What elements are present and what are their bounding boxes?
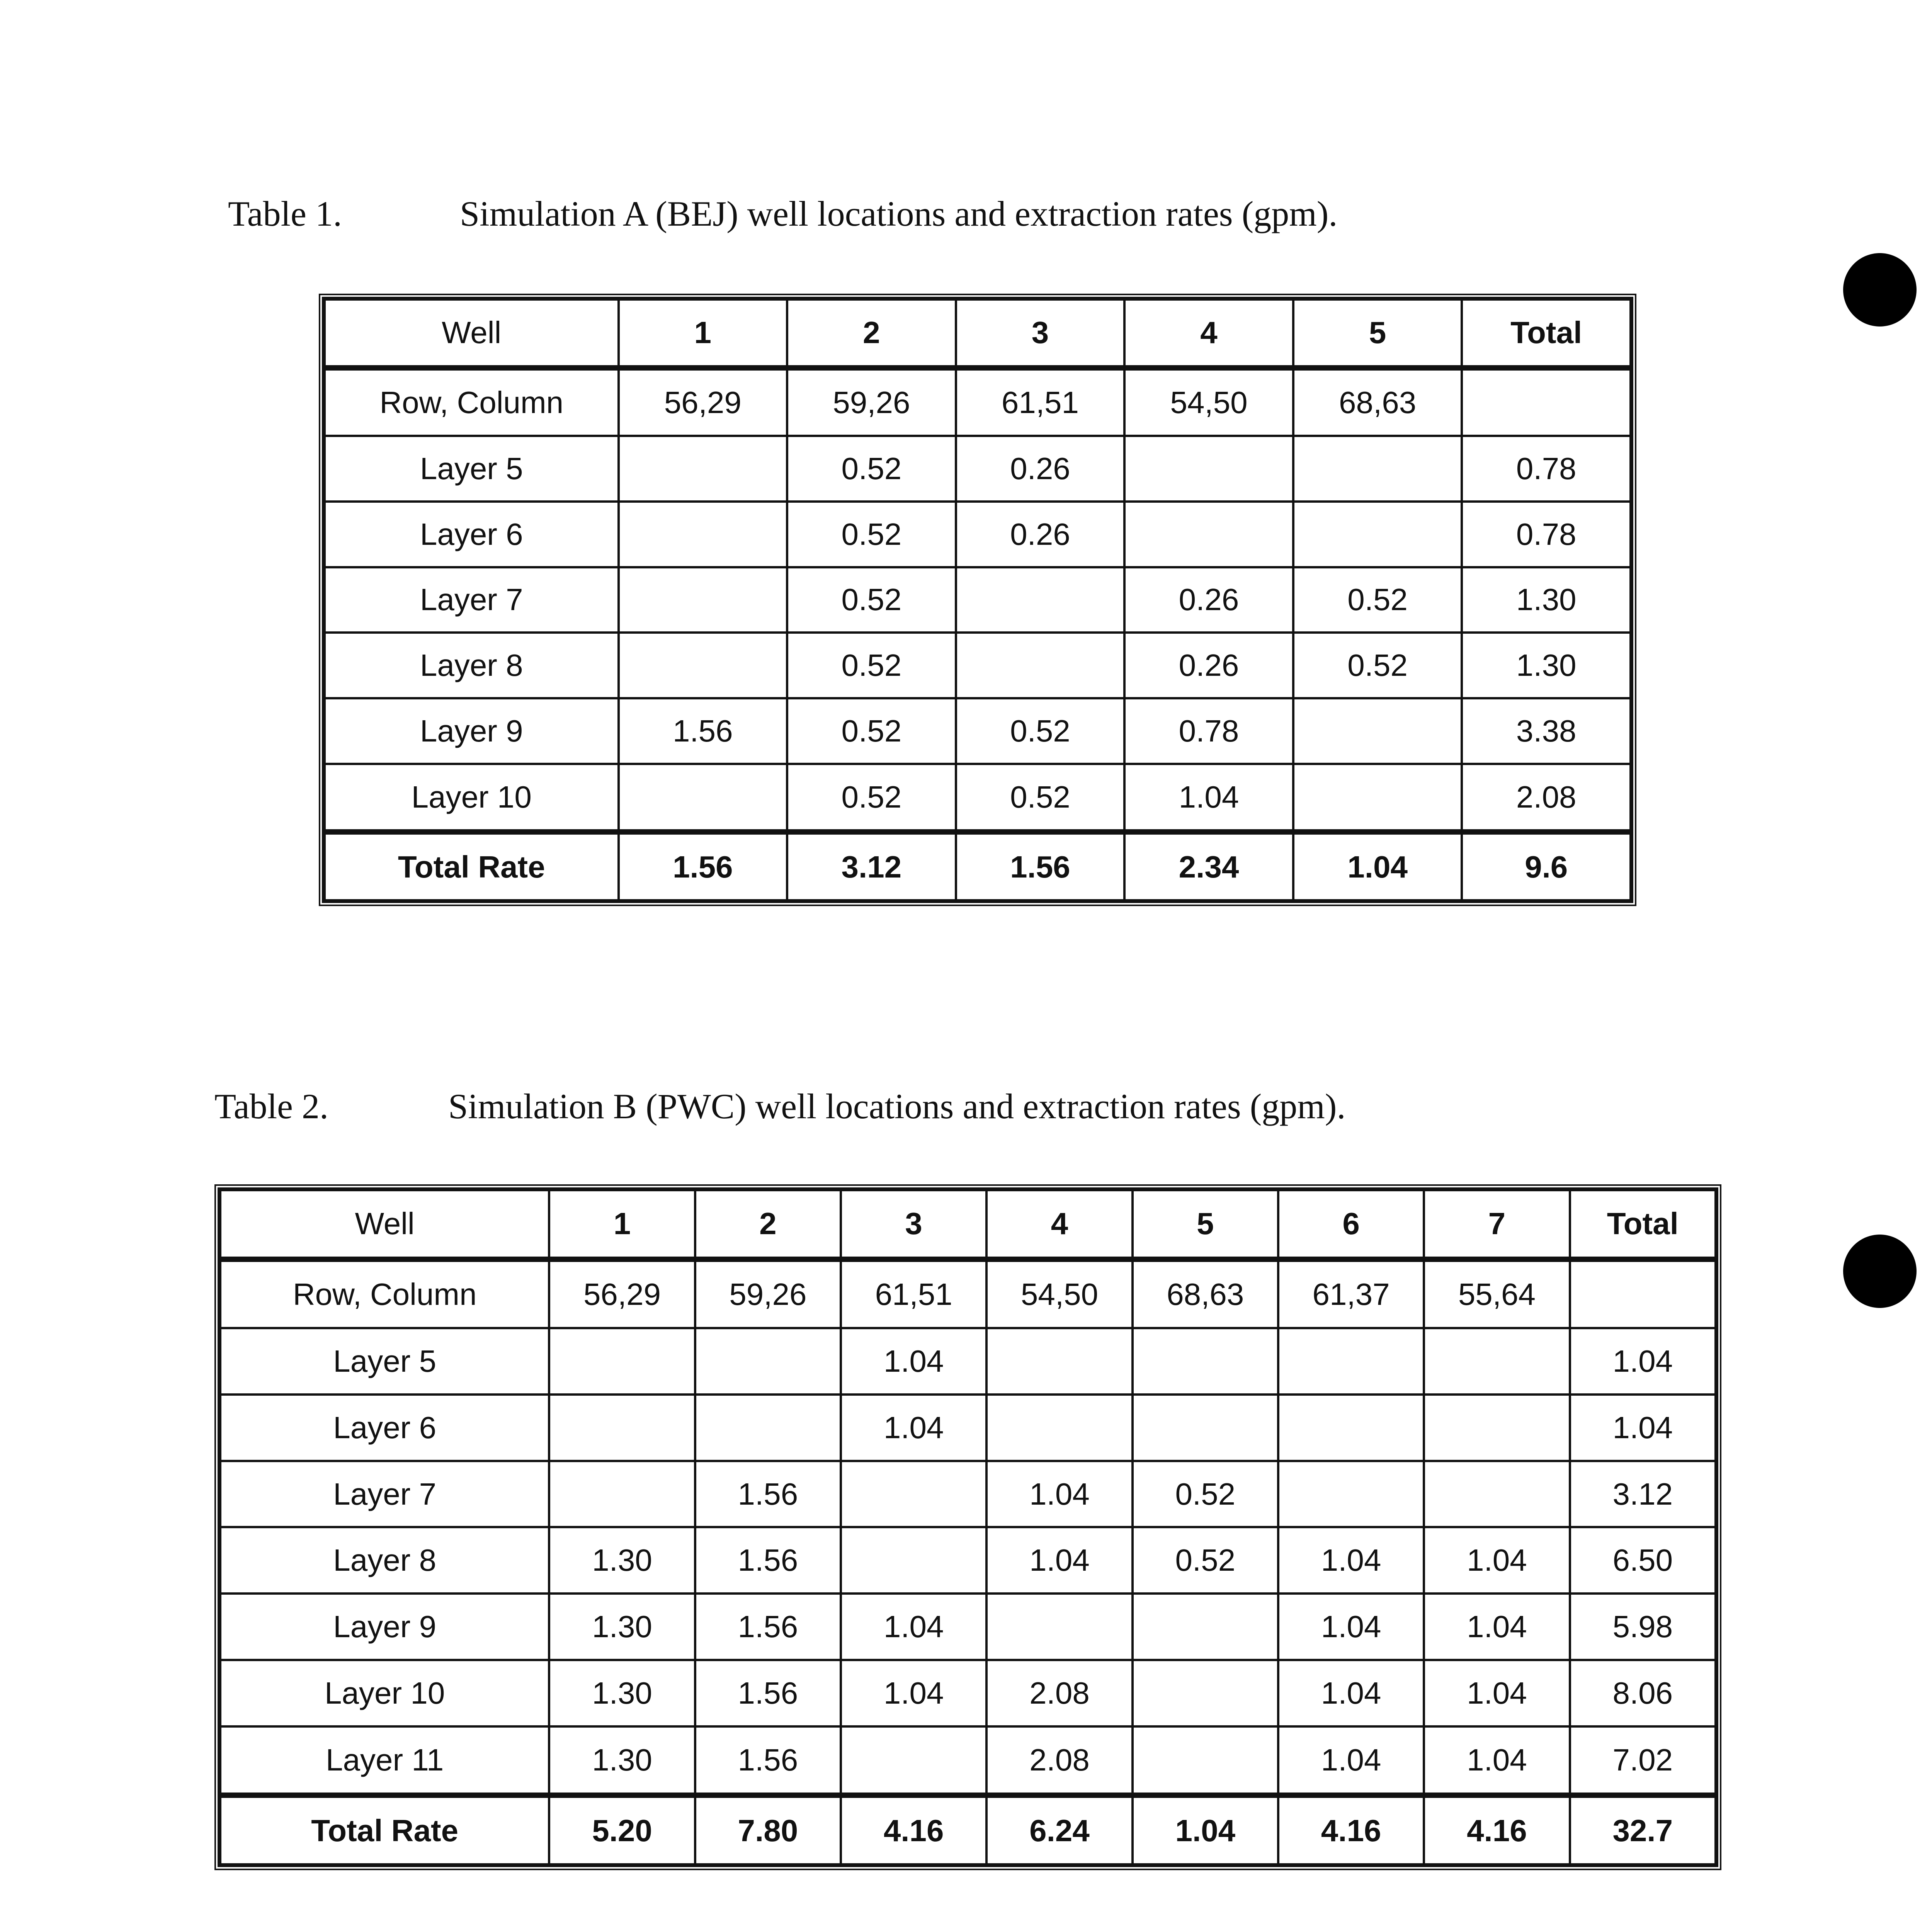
table2 — [214, 1184, 1721, 1870]
table-cell — [1293, 502, 1462, 567]
table-cell: 1.04 — [1424, 1726, 1570, 1796]
table-cell: 1.04 — [1424, 1594, 1570, 1660]
table-cell — [695, 1395, 841, 1461]
table-cell: 4 — [986, 1190, 1132, 1259]
row-label: Layer 9 — [220, 1594, 549, 1660]
total-cell — [1462, 368, 1631, 436]
row-label: Layer 7 — [220, 1461, 549, 1527]
table-cell — [1133, 1594, 1278, 1660]
total-row — [325, 832, 1631, 900]
row-label: Layer 8 — [220, 1527, 549, 1594]
row-label: Layer 9 — [325, 698, 619, 764]
total-cell: 9.6 — [1462, 832, 1631, 900]
table-cell: 2.08 — [986, 1660, 1132, 1726]
table-cell: 1.56 — [695, 1660, 841, 1726]
total-cell: Total — [1570, 1190, 1716, 1259]
table-cell — [549, 1461, 695, 1527]
row-label: Well — [325, 299, 619, 368]
table-cell: 6.24 — [986, 1795, 1132, 1864]
table-cell: 1.04 — [986, 1461, 1132, 1527]
table-cell: 2.34 — [1124, 832, 1293, 900]
table-cell — [619, 633, 787, 698]
table-cell: 7 — [1424, 1190, 1570, 1259]
table-cell: 1.04 — [841, 1328, 986, 1395]
total-cell: 5.98 — [1570, 1594, 1716, 1660]
table-cell: 0.52 — [787, 764, 956, 832]
row-label: Well — [220, 1190, 549, 1259]
table-cell — [986, 1328, 1132, 1395]
table-cell: 0.78 — [1124, 698, 1293, 764]
table-cell: 3 — [956, 299, 1125, 368]
table-cell: 3.12 — [787, 832, 956, 900]
table-cell: 4.16 — [841, 1795, 986, 1864]
total-cell: 1.30 — [1462, 633, 1631, 698]
table-row — [325, 436, 1631, 502]
row-label: Layer 5 — [325, 436, 619, 502]
table-cell — [549, 1328, 695, 1395]
row-label: Row, Column — [220, 1259, 549, 1328]
table-cell: 0.26 — [956, 436, 1125, 502]
table-cell — [1293, 436, 1462, 502]
total-cell: Total — [1462, 299, 1631, 368]
table-cell: 1.04 — [841, 1395, 986, 1461]
total-cell: 0.78 — [1462, 436, 1631, 502]
table-cell: 0.52 — [787, 502, 956, 567]
table-cell — [1293, 764, 1462, 832]
table-cell — [1133, 1660, 1278, 1726]
table-cell: 0.52 — [787, 567, 956, 633]
total-cell: 2.08 — [1462, 764, 1631, 832]
table-row — [220, 1259, 1716, 1328]
table-cell: 1.56 — [619, 698, 787, 764]
table-row — [325, 764, 1631, 832]
table-row — [325, 633, 1631, 698]
table-cell: 2 — [787, 299, 956, 368]
table-cell: 1 — [549, 1190, 695, 1259]
total-cell: 1.04 — [1570, 1328, 1716, 1395]
table-cell: 0.52 — [1133, 1527, 1278, 1594]
row-label: Row, Column — [325, 368, 619, 436]
table-row — [220, 1461, 1716, 1527]
table-cell: 59,26 — [787, 368, 956, 436]
table-cell — [1133, 1726, 1278, 1796]
header-row — [220, 1190, 1716, 1259]
total-cell: 0.78 — [1462, 502, 1631, 567]
table-cell: 54,50 — [1124, 368, 1293, 436]
table-cell — [1124, 502, 1293, 567]
table1-grid — [323, 298, 1632, 901]
table-cell: 61,51 — [956, 368, 1125, 436]
table-cell: 1.56 — [695, 1594, 841, 1660]
total-cell: 7.02 — [1570, 1726, 1716, 1796]
table-cell: 59,26 — [695, 1259, 841, 1328]
table-cell: 0.52 — [1293, 633, 1462, 698]
table-cell: 0.26 — [956, 502, 1125, 567]
table-row — [325, 368, 1631, 436]
table-cell: 0.52 — [787, 698, 956, 764]
table-cell: 0.52 — [1293, 567, 1462, 633]
row-label: Layer 11 — [220, 1726, 549, 1796]
table-cell: 1.04 — [841, 1594, 986, 1660]
table-cell — [1133, 1328, 1278, 1395]
table-row — [220, 1328, 1716, 1395]
table2-number: Table 2. — [214, 1087, 329, 1126]
table-cell: 1.04 — [986, 1527, 1132, 1594]
table-cell: 1.30 — [549, 1726, 695, 1796]
table2-grid — [219, 1189, 1717, 1866]
table-cell — [1278, 1461, 1424, 1527]
table-cell — [956, 567, 1125, 633]
table1-title: Simulation A (BEJ) well locations and extraction rates (gpm). — [460, 194, 1338, 233]
table-cell — [1124, 436, 1293, 502]
table-cell: 4.16 — [1278, 1795, 1424, 1864]
table-cell: 1.04 — [1424, 1527, 1570, 1594]
table-cell: 3 — [841, 1190, 986, 1259]
table-cell: 0.26 — [1124, 567, 1293, 633]
table-cell — [1278, 1328, 1424, 1395]
table-row — [220, 1594, 1716, 1660]
table-cell — [695, 1328, 841, 1395]
table-cell — [841, 1461, 986, 1527]
table-cell: 1.04 — [1293, 832, 1462, 900]
table-cell: 0.52 — [956, 764, 1125, 832]
table-cell: 1.04 — [841, 1660, 986, 1726]
table-cell: 1.30 — [549, 1527, 695, 1594]
table-row — [325, 567, 1631, 633]
table-cell: 1.56 — [695, 1527, 841, 1594]
table-cell — [1278, 1395, 1424, 1461]
total-cell: 32.7 — [1570, 1795, 1716, 1864]
total-cell — [1570, 1259, 1716, 1328]
table-cell: 1.04 — [1124, 764, 1293, 832]
table-cell: 0.26 — [1124, 633, 1293, 698]
table-cell: 56,29 — [619, 368, 787, 436]
table-cell: 2.08 — [986, 1726, 1132, 1796]
table-cell: 0.52 — [1133, 1461, 1278, 1527]
total-cell: 1.30 — [1462, 567, 1631, 633]
table-cell: 6 — [1278, 1190, 1424, 1259]
table-cell: 1.04 — [1133, 1795, 1278, 1864]
hole-punch-middle — [1843, 1235, 1917, 1308]
table-cell — [956, 633, 1125, 698]
table-row — [220, 1527, 1716, 1594]
total-row — [220, 1795, 1716, 1864]
table-row — [325, 502, 1631, 567]
total-cell: 1.04 — [1570, 1395, 1716, 1461]
total-cell: 8.06 — [1570, 1660, 1716, 1726]
table-cell: 1.56 — [695, 1461, 841, 1527]
row-label: Layer 10 — [325, 764, 619, 832]
table-cell: 61,51 — [841, 1259, 986, 1328]
table-cell: 1.30 — [549, 1660, 695, 1726]
hole-punch-top — [1843, 253, 1917, 327]
table-cell — [841, 1726, 986, 1796]
table-cell: 0.52 — [787, 436, 956, 502]
table-cell: 1 — [619, 299, 787, 368]
header-row — [325, 299, 1631, 368]
table-row — [220, 1395, 1716, 1461]
row-label: Layer 10 — [220, 1660, 549, 1726]
table-cell — [1293, 698, 1462, 764]
table-cell: 0.52 — [787, 633, 956, 698]
table-cell: 1.04 — [1278, 1527, 1424, 1594]
table-cell: 5.20 — [549, 1795, 695, 1864]
table-cell: 55,64 — [1424, 1259, 1570, 1328]
table-row — [325, 698, 1631, 764]
table-cell: 1.04 — [1278, 1726, 1424, 1796]
table-cell — [1424, 1395, 1570, 1461]
total-cell: 3.38 — [1462, 698, 1631, 764]
table-cell: 1.56 — [695, 1726, 841, 1796]
row-label: Layer 5 — [220, 1328, 549, 1395]
table-cell — [619, 567, 787, 633]
table-cell — [986, 1395, 1132, 1461]
table-cell: 1.04 — [1424, 1660, 1570, 1726]
table1 — [319, 294, 1636, 906]
table-cell: 68,63 — [1293, 368, 1462, 436]
row-label: Layer 6 — [220, 1395, 549, 1461]
row-label: Layer 8 — [325, 633, 619, 698]
table-cell — [1424, 1461, 1570, 1527]
table-cell: 1.30 — [549, 1594, 695, 1660]
table-cell: 61,37 — [1278, 1259, 1424, 1328]
total-cell: 6.50 — [1570, 1527, 1716, 1594]
table-cell: 0.52 — [956, 698, 1125, 764]
table2-title: Simulation B (PWC) well locations and extraction rates (gpm). — [448, 1087, 1346, 1126]
table1-number: Table 1. — [228, 194, 342, 233]
table-cell — [986, 1594, 1132, 1660]
table-cell — [1133, 1395, 1278, 1461]
table-cell — [619, 502, 787, 567]
table-cell: 68,63 — [1133, 1259, 1278, 1328]
table-row — [220, 1726, 1716, 1796]
table-cell: 1.04 — [1278, 1660, 1424, 1726]
table-cell: 1.56 — [619, 832, 787, 900]
table-cell: 5 — [1133, 1190, 1278, 1259]
table-cell — [619, 764, 787, 832]
total-cell: 3.12 — [1570, 1461, 1716, 1527]
row-label: Layer 6 — [325, 502, 619, 567]
table-cell — [841, 1527, 986, 1594]
table-cell — [619, 436, 787, 502]
table-cell: 1.04 — [1278, 1594, 1424, 1660]
table-cell: 5 — [1293, 299, 1462, 368]
table-cell: 4.16 — [1424, 1795, 1570, 1864]
table-cell: 56,29 — [549, 1259, 695, 1328]
table-cell — [1424, 1328, 1570, 1395]
table-cell: 54,50 — [986, 1259, 1132, 1328]
table-cell — [549, 1395, 695, 1461]
table-cell: 7.80 — [695, 1795, 841, 1864]
row-label: Total Rate — [325, 832, 619, 900]
table-cell: 1.56 — [956, 832, 1125, 900]
table-row — [220, 1660, 1716, 1726]
row-label: Layer 7 — [325, 567, 619, 633]
table-cell: 4 — [1124, 299, 1293, 368]
table-cell: 2 — [695, 1190, 841, 1259]
row-label: Total Rate — [220, 1795, 549, 1864]
